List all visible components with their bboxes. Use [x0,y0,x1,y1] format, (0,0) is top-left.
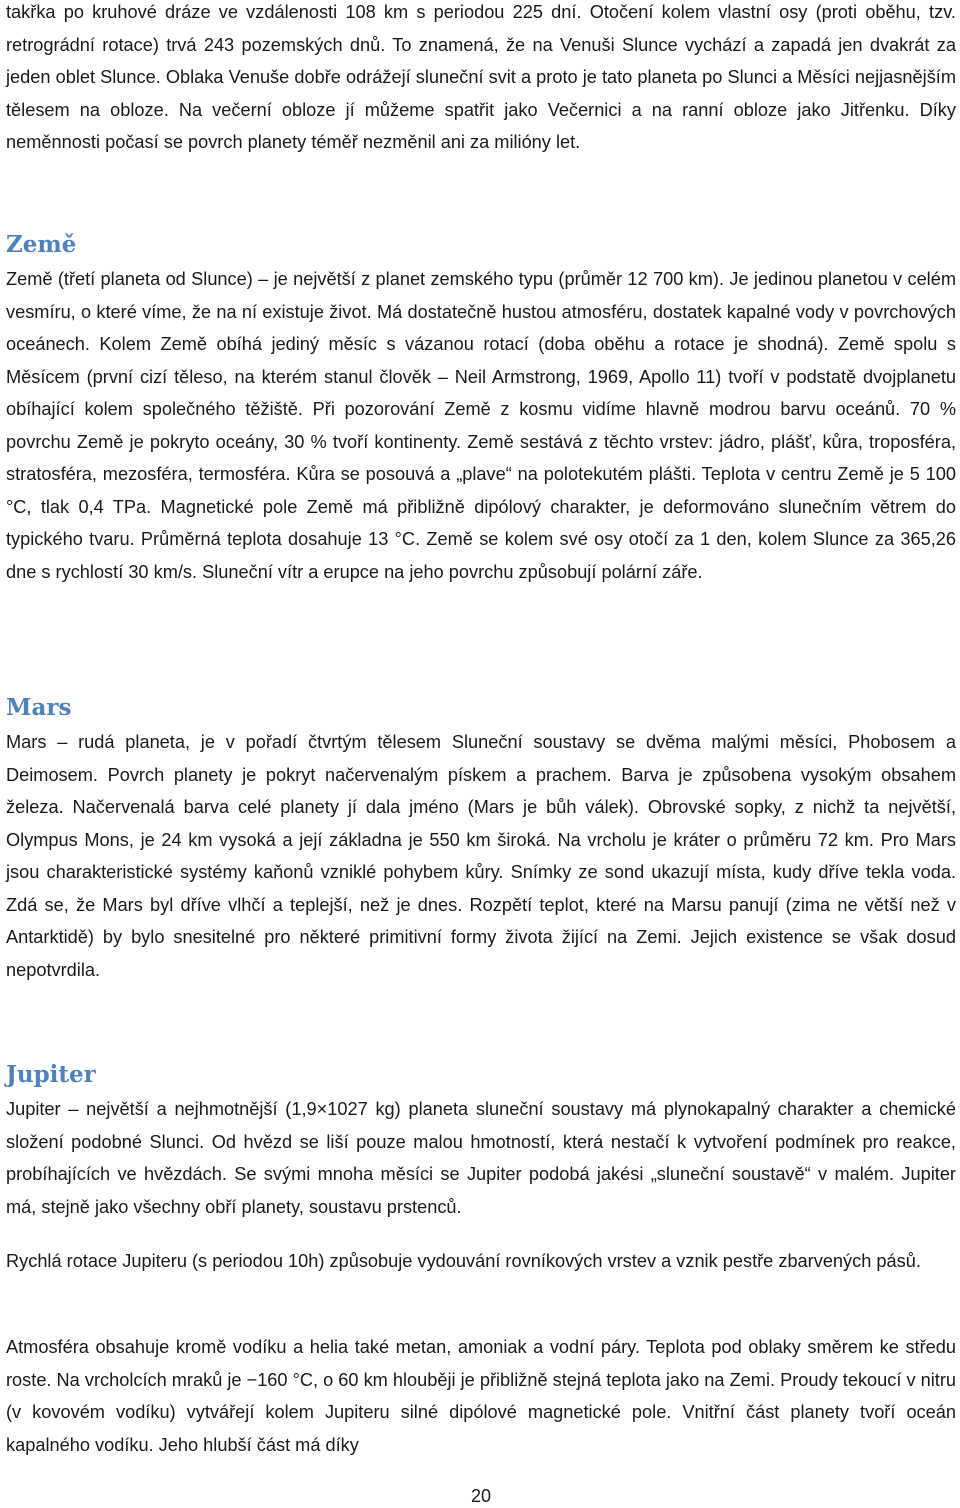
document-page [6,0,956,1508]
page-number: 20 [470,1486,492,1506]
venus-continuation-paragraph: takřka po kruhové dráze ve vzdálenosti 108 km s periodou 225 dní. Otočení kolem vlastní osy (proti oběhu, tzv. retrográdní rotace) trvá 243 pozemských dnů. To znamená, že na Venuši Slunce vychází a zapadá jen dvakrát za jeden oblet Slunce. Oblaka Venuše dobře odrážejí sluneční svit a proto je tato planeta po Slunci a Měsíci nejjasnějším tělesem na obloze. Na večerní obloze jí můžeme spatřit jako Večernici a na ranní obloze jako Jitřenku. Díky neměnnosti počasí se povrch planety téměř nezměnil ani za milióny let. [6,2,956,152]
jupiter-paragraph-3: Atmosféra obsahuje kromě vodíku a helia také metan, amoniak a vodní páry. Teplota pod oblaky směrem ke středu roste. Na vrcholcích mraků je −160 °C, o 60 km hlouběji je přibližně stejná teplota jako na Zemi. Proudy tekoucí v nitru (v kovovém vodíku) vytvářejí kolem Jupiteru silné dipólové magnetické pole. Vnitřní část planety tvoří oceán kapalného vodíku. Jeho hlubší část má díky [6,1337,956,1455]
mars-heading: Mars [6,694,72,721]
jupiter-heading: Jupiter [6,1061,96,1088]
earth-paragraph: Země (třetí planeta od Slunce) – je největší z planet zemského typu (průměr 12 700 km). Je jedinou planetou v celém vesmíru, o které víme, že na ní existuje život. Má dostatečně hustou atmosféru, dostatek kapalné vody v povrchových oceánech. Kolem Země obíhá jediný měsíc s vázanou rotací (doba oběhu a rotace je shodná). Země spolu s Měsícem (první cizí těleso, na kterém stanul člověk – Neil Armstrong, 1969, Apollo 11) tvoří v podstatě dvojplanetu obíhající kolem společného těžiště. Při pozorování Země z kosmu vidíme hlavně modrou barvu oceánů. 70 % povrchu Země je pokryto oceány, 30 % tvoří kontinenty. Země sestává z těchto vrstev: jádro, plášť, kůra, troposféra, stratosféra, mezosféra, termosféra. Kůra se posouvá a „plave“ na polotekutém plášti. Teplota v centru Země je 5 100 °C, tlak 0,4 TPa. Magnetické pole Země má přibližně dipólový charakter, je deformováno slunečním větrem do typického tvaru. Průměrná teplota dosahuje 13 °C. Země se kolem své osy otočí za 1 den, kolem Slunce za 365,26 dne s rychlostí 30 km/s. Sluneční vítr a erupce na jeho povrchu způsobují polární záře. [6,269,956,582]
earth-heading: Země [6,231,77,258]
mars-paragraph: Mars – rudá planeta, je v pořadí čtvrtým tělesem Sluneční soustavy se dvěma malými měsíci, Phobosem a Deimosem. Povrch planety je pokryt načervenalým pískem a prachem. Barva je způsobena vysokým obsahem železa. Načervenalá barva celé planety jí dala jméno (Mars je bůh válek). Obrovské sopky, z nichž ta největší, Olympus Mons, je 24 km vysoká a její základna je 550 km široká. Na vrcholu je kráter o průměru 72 km. Pro Mars jsou charakteristické systémy kaňonů vzniklé pohybem kůry. Snímky ze sond ukazují místa, kudy dříve tekla voda. Zdá se, že Mars byl dříve vlhčí a teplejší, než je dnes. Rozpětí teplot, které na Marsu panují (zima ne větší než v Antarktidě) by bylo snesitelné pro některé primitivní formy života žijící na Zemi. Jejich existence se však dosud nepotvrdila. [6,732,956,980]
jupiter-paragraph-2: Rychlá rotace Jupiteru (s periodou 10h) způsobuje vydouvání rovníkových vrstev a vznik pestře zbarvených pásů. [6,1251,921,1271]
jupiter-paragraph-1: Jupiter – největší a nejhmotnější (1,9×1027 kg) planeta sluneční soustavy má plynokapalný charakter a chemické složení podobné Slunci. Od hvězd se liší pouze malou hmotností, která nestačí k vytvoření podmínek pro reakce, probíhajících ve hvězdách. Se svými mnoha měsíci se Jupiter podobá jakési „sluneční soustavě“ v malém. Jupiter má, stejně jako všechny obří planety, soustavu prstenců. [6,1099,956,1217]
